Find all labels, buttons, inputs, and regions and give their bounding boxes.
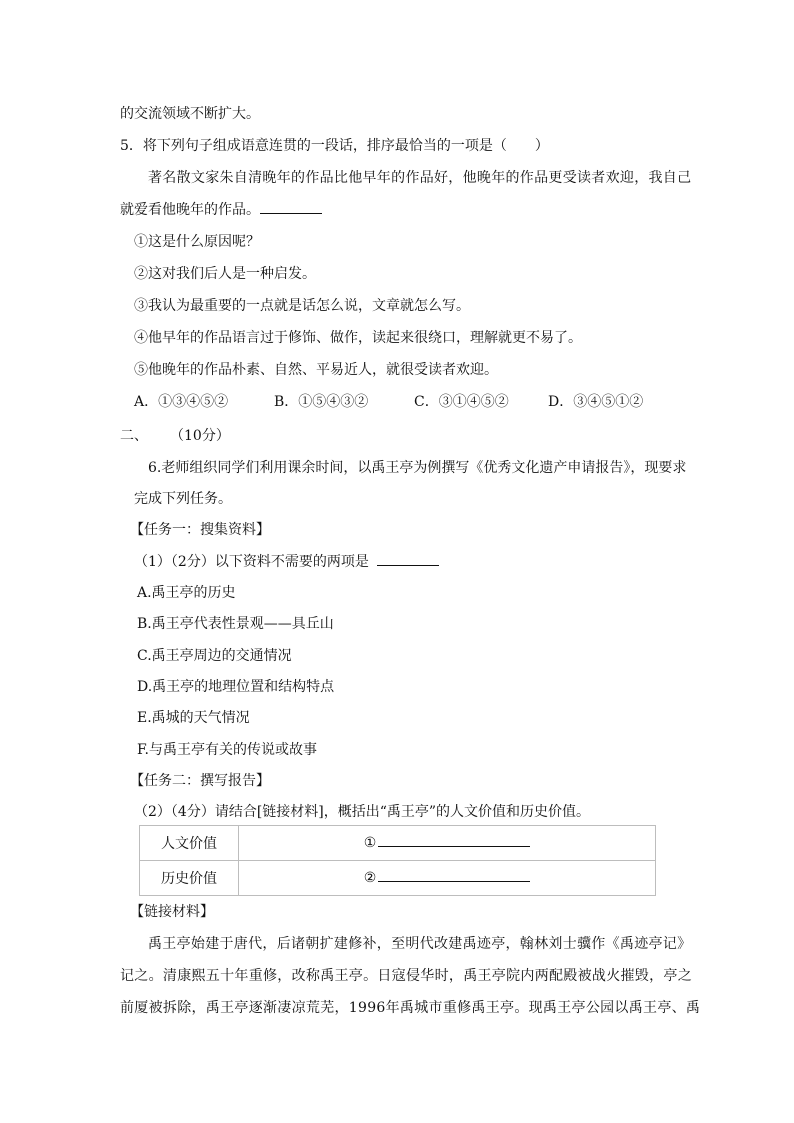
sentence-5: ⑤他晚年的作品朴素、自然、平易近人，就很受读者欢迎。	[134, 362, 498, 378]
material-item-c: C.禹王亭周边的交通情况	[137, 648, 292, 664]
table-answer-cell[interactable]	[239, 826, 656, 861]
sentence-4: ④他早年的作品语言过于修饰、做作，读起来很绕口，理解就更不易了。	[134, 330, 582, 346]
circled-number: ①	[363, 835, 377, 851]
link-material-heading: 【链接材料】	[130, 904, 214, 920]
question-6-intro: 完成下列任务。	[134, 491, 232, 507]
material-paragraph-line: 禹王亭始建于唐代，后诸朝扩建修补，至明代改建禹迹亭，翰林刘士骥作《禹迹亭记》	[148, 936, 692, 952]
option-c[interactable]: C．③①④⑤②	[414, 394, 509, 410]
task-1-heading: 【任务一：搜集资料】	[130, 522, 270, 538]
option-d[interactable]: D．③④⑤①②	[548, 394, 644, 410]
option-b[interactable]: B．①⑤④③②	[274, 394, 369, 410]
text-line: 的交流领域不断扩大。	[120, 106, 260, 122]
circled-number: ②	[363, 870, 377, 886]
task-2-heading: 【任务二：撰写报告】	[130, 773, 270, 789]
passage-line: 著名散文家朱自清晚年的作品比他早年的作品好，他晚年的作品更受读者欢迎，我自己	[148, 170, 692, 186]
value-table	[139, 825, 656, 896]
material-item-b: B.禹王亭代表性景观——具丘山	[137, 616, 334, 632]
answer-blank[interactable]	[378, 881, 530, 882]
table-row	[140, 861, 656, 896]
section-heading	[120, 426, 230, 446]
table-label-cell: 人文价值	[140, 826, 239, 861]
sub-question-1	[134, 552, 439, 572]
answer-blank[interactable]	[378, 846, 530, 847]
question-5-stem: 5．将下列句子组成语意连贯的一段话，排序最恰当的一项是（ ）	[120, 138, 549, 154]
table-answer-cell[interactable]	[239, 861, 656, 896]
question-6-intro: 6.老师组织同学们利用课余时间，以禹王亭为例撰写《优秀文化遗产申请报告》，现要求	[148, 460, 687, 476]
material-item-e: E.禹城的天气情况	[137, 710, 250, 726]
table-label-cell: 历史价值	[140, 861, 239, 896]
table-row	[140, 826, 656, 861]
sub-question-2: （2）（4分）请结合[链接材料]，概括出“禹王亭”的人文价值和历史价值。	[134, 804, 591, 820]
material-paragraph-line: 记之。清康熙五十年重修，改称禹王亭。日寇侵华时，禹王亭院内两配殿被战火摧毁，亭之	[120, 968, 692, 984]
answer-blank[interactable]	[377, 565, 439, 566]
sentence-3: ③我认为最重要的一点就是话怎么说，文章就怎么写。	[134, 298, 470, 314]
material-item-f: F.与禹王亭有关的传说或故事	[137, 742, 317, 758]
material-item-a: A.禹王亭的历史	[137, 585, 236, 601]
passage-line	[120, 200, 322, 220]
sentence-1: ①这是什么原因呢？	[134, 234, 260, 250]
material-paragraph-line: 前厦被拆除，禹王亭逐渐凄凉荒芜，1996年禹城市重修禹王亭。现禹王亭公园以禹王亭、禹	[120, 1000, 701, 1016]
material-item-d: D.禹王亭的地理位置和结构特点	[137, 679, 335, 695]
answer-blank[interactable]	[260, 213, 322, 214]
section-score: （10分）	[170, 428, 230, 444]
passage-text: 就爱看他晚年的作品。	[120, 202, 260, 218]
sentence-2: ②这对我们后人是一种启发。	[134, 266, 316, 282]
option-a[interactable]: A．①③④⑤②	[134, 394, 229, 410]
section-number: 二、	[120, 428, 148, 444]
sub-question-1-text: （1）（2分）以下资料不需要的两项是	[134, 554, 369, 570]
